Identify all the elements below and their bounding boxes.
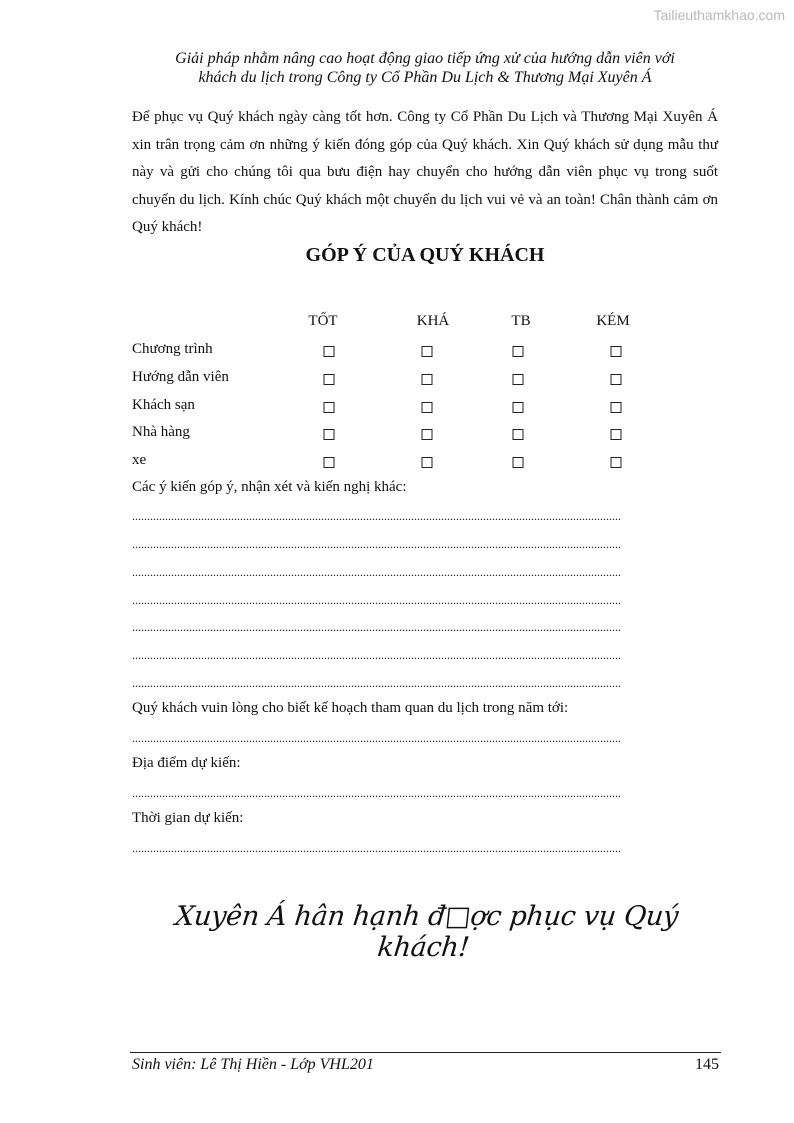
form-title: GÓP Ý CỦA QUÝ KHÁCH: [305, 244, 545, 266]
rating-row-program: [132, 341, 718, 363]
checkbox-vehicle-poor[interactable]: [611, 457, 622, 468]
checkbox-program-good[interactable]: [324, 346, 335, 357]
rating-row-label: Hướng dẫn viên: [132, 369, 229, 385]
checkbox-hotel-fair[interactable]: [422, 402, 433, 413]
checkbox-hotel-good[interactable]: [324, 402, 335, 413]
checkbox-program-fair[interactable]: [422, 346, 433, 357]
rating-row-label: xe: [132, 452, 147, 468]
checkbox-vehicle-fair[interactable]: [422, 457, 433, 468]
comment-line[interactable]: ...................................................................................................................................................................: [132, 648, 621, 662]
checkbox-restaurant-good[interactable]: [324, 429, 335, 440]
plan-prompt: Quý khách vuin lòng cho biết kế hoạch tham quan du lịch trong năm tới:: [132, 700, 569, 716]
closing-message: Xuyên Á hân hạnh đ□ợc phục vụ Quý khách!: [173, 901, 680, 963]
comment-line[interactable]: ...................................................................................................................................................................: [132, 676, 621, 690]
page-header: [120, 49, 730, 87]
checkbox-guide-good[interactable]: [324, 374, 335, 385]
page-number: 145: [695, 1056, 719, 1073]
time-prompt: Thời gian dự kiến:: [132, 810, 244, 826]
rating-row-label: Khách sạn: [132, 397, 195, 413]
rating-row-label: Nhà hàng: [132, 424, 190, 440]
checkbox-hotel-average[interactable]: [513, 402, 524, 413]
footer-student: Sinh viên: Lê Thị Hiền - Lớp VHL201: [132, 1056, 374, 1073]
rating-row-guide: [132, 369, 718, 391]
comment-line[interactable]: ...................................................................................................................................................................: [132, 593, 621, 607]
checkbox-restaurant-poor[interactable]: [611, 429, 622, 440]
watermark: Tailieuthamkhao.com: [653, 7, 785, 23]
column-header-average: TB: [511, 313, 531, 329]
rating-row-restaurant: [132, 424, 718, 446]
comment-line[interactable]: ...................................................................................................................................................................: [132, 565, 621, 579]
comment-line[interactable]: ...................................................................................................................................................................: [132, 537, 621, 551]
comments-prompt: Các ý kiến góp ý, nhận xét và kiến nghị khác:: [132, 479, 407, 495]
checkbox-hotel-poor[interactable]: [611, 402, 622, 413]
footer-divider: [130, 1052, 721, 1053]
checkbox-guide-poor[interactable]: [611, 374, 622, 385]
checkbox-program-average[interactable]: [513, 346, 524, 357]
rating-row-vehicle: [132, 452, 718, 474]
checkbox-vehicle-good[interactable]: [324, 457, 335, 468]
column-header-fair: KHÁ: [416, 313, 450, 329]
plan-line[interactable]: ...................................................................................................................................................................: [132, 731, 621, 745]
checkbox-vehicle-average[interactable]: [513, 457, 524, 468]
checkbox-guide-fair[interactable]: [422, 374, 433, 385]
intro-paragraph: Để phục vụ Quý khách ngày càng tốt hơn. Công ty Cổ Phần Du Lịch và Thương Mại Xuyên Á xin trân trọng cảm ơn những ý kiến đóng góp của Quý khách. Xin Quý khách sử dụng mẫu thư này và gửi cho chúng tôi qua bưu điện hay chuyển cho hướng dẫn viên phục vụ trong suốt chuyến du lịch. Kính chúc Quý khách một chuyến du lịch vui vẻ và an toàn! Chân thành cảm ơn Quý khách!: [132, 109, 718, 235]
column-header-poor: KÉM: [596, 313, 630, 329]
header-line-1: Giải pháp nhằm nâng cao hoạt động giao tiếp ứng xử của hướng dẫn viên với: [175, 50, 675, 67]
checkbox-restaurant-fair[interactable]: [422, 429, 433, 440]
column-header-good: TỐT: [308, 313, 338, 329]
checkbox-program-poor[interactable]: [611, 346, 622, 357]
time-line[interactable]: ...................................................................................................................................................................: [132, 841, 621, 855]
comment-line[interactable]: ...................................................................................................................................................................: [132, 509, 621, 523]
header-line-2: khách du lịch trong Công ty Cổ Phần Du Lịch & Thương Mại Xuyên Á: [198, 69, 652, 86]
rating-row-label: Chương trình: [132, 341, 213, 357]
checkbox-restaurant-average[interactable]: [513, 429, 524, 440]
location-prompt: Địa điểm dự kiến:: [132, 755, 241, 771]
location-line[interactable]: ...................................................................................................................................................................: [132, 786, 621, 800]
rating-row-hotel: [132, 397, 718, 419]
comment-line[interactable]: ...................................................................................................................................................................: [132, 620, 621, 634]
checkbox-guide-average[interactable]: [513, 374, 524, 385]
